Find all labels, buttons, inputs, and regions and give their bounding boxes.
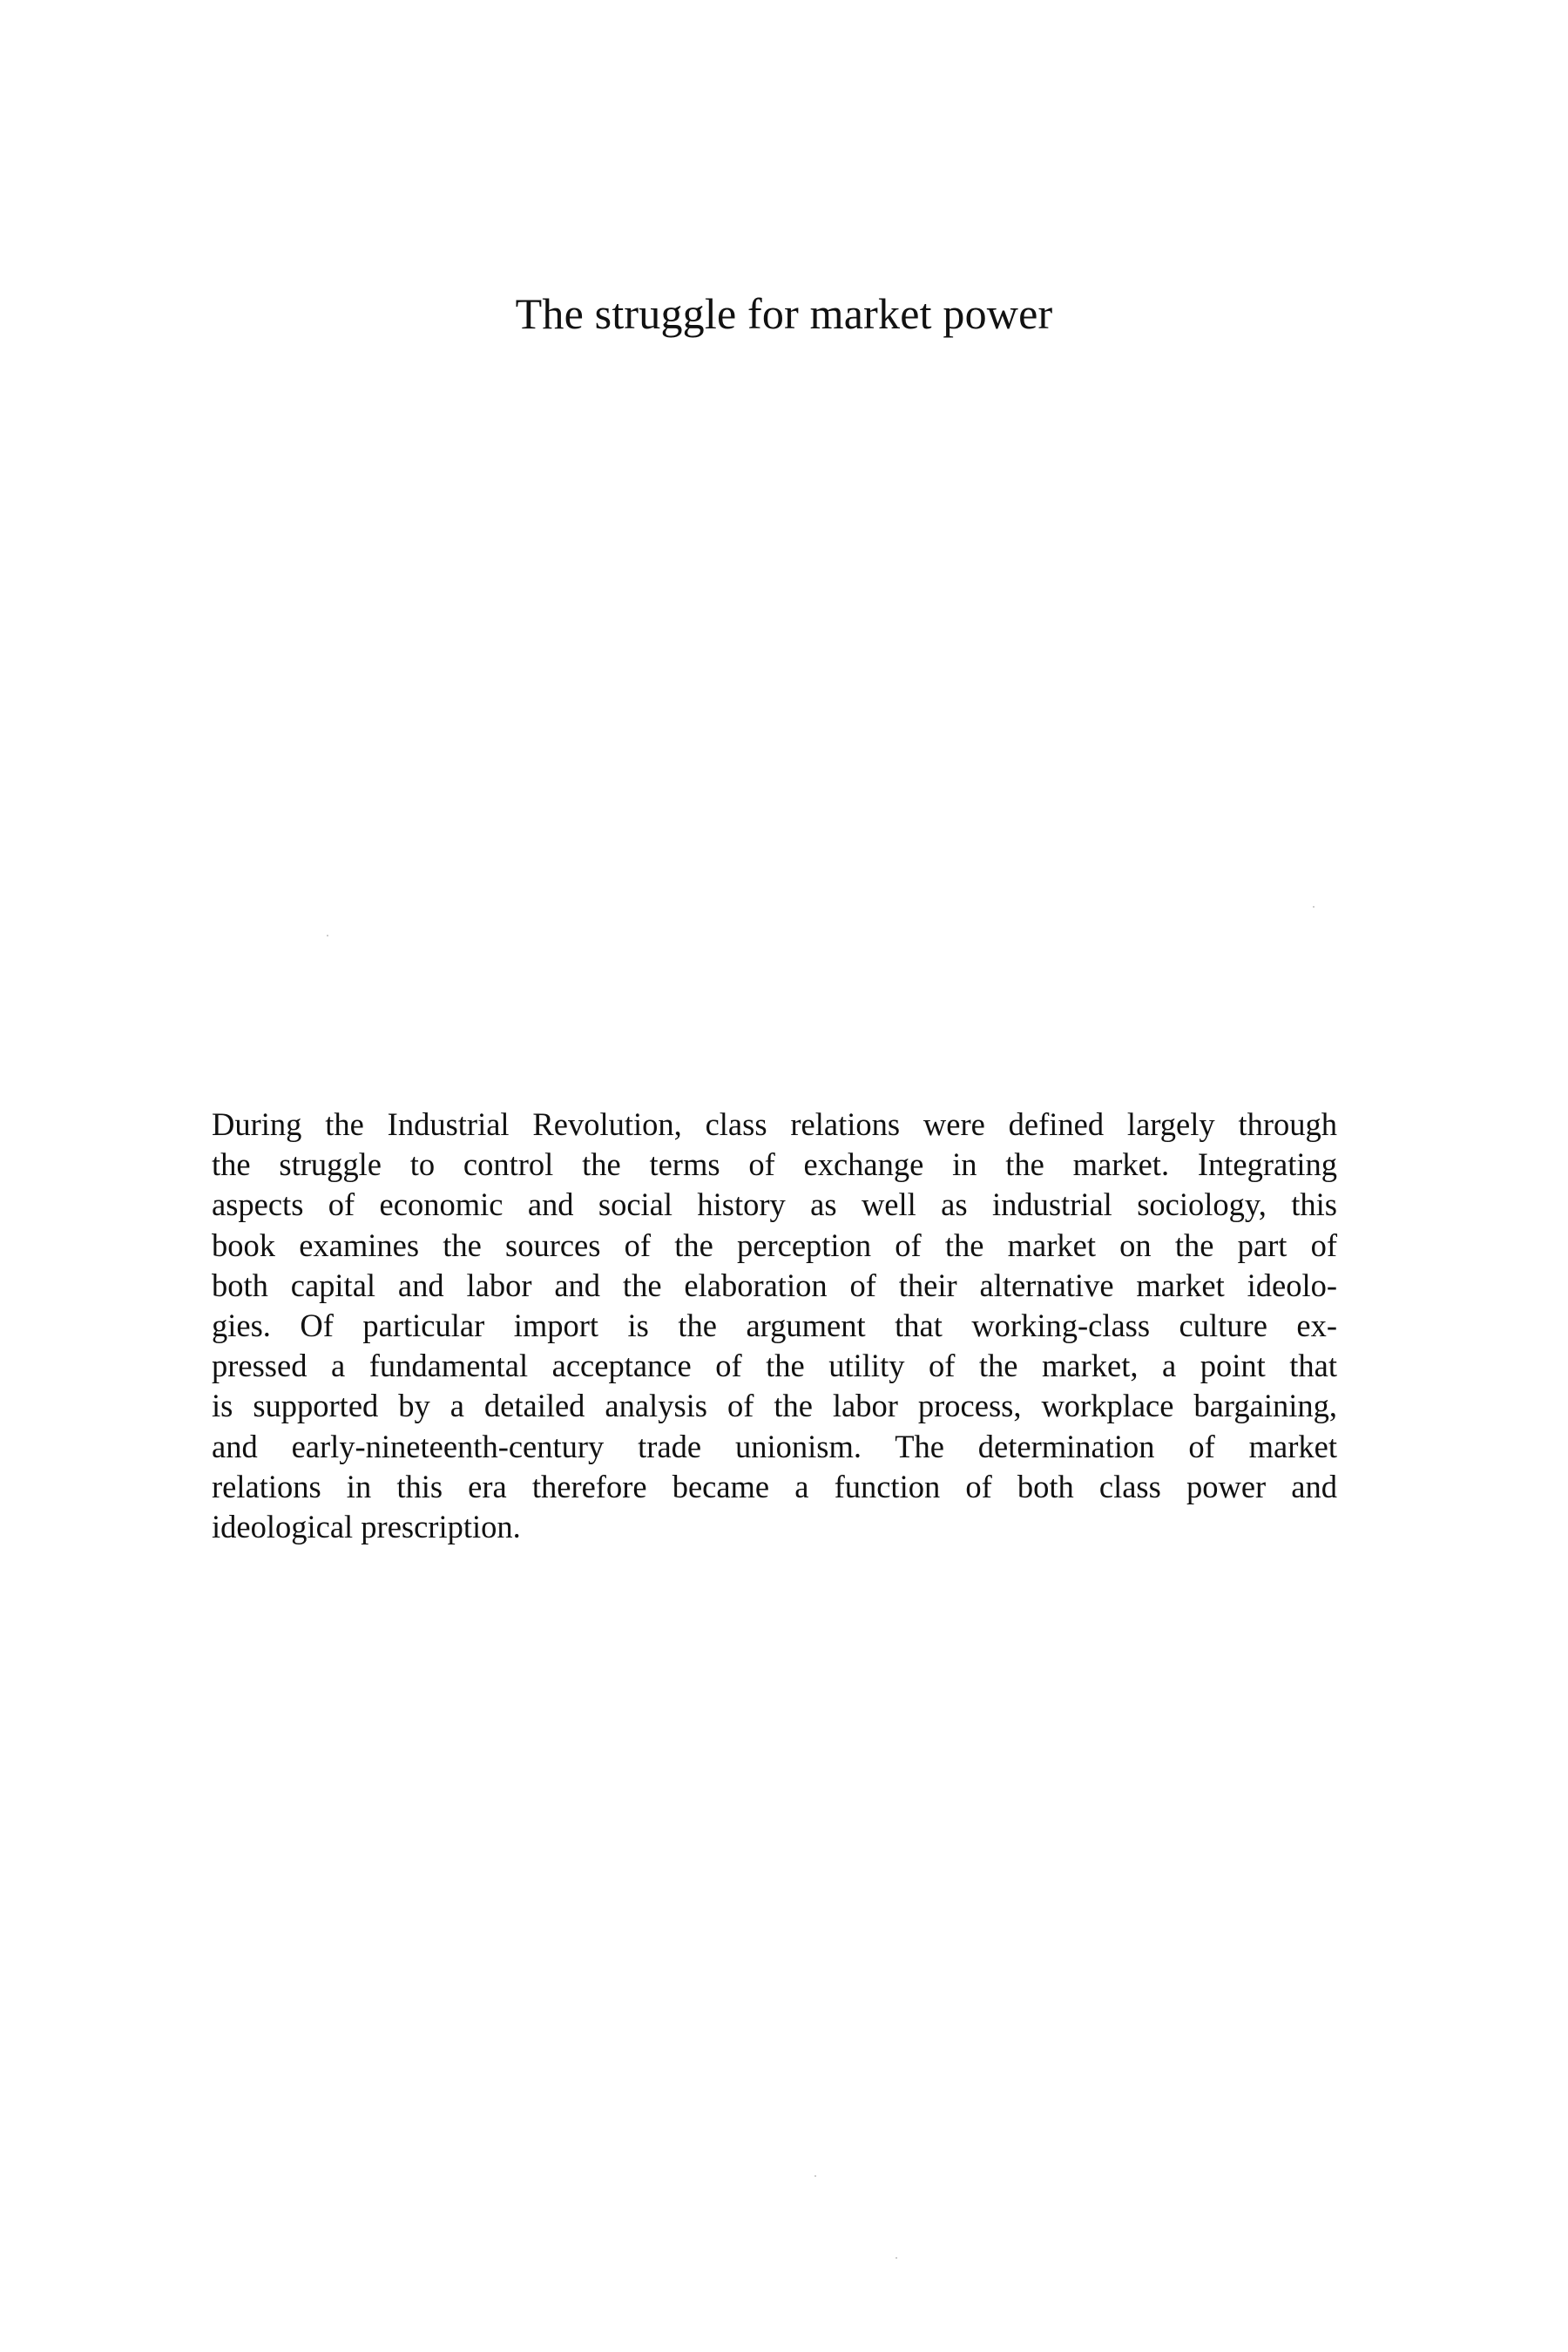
description-line: gies. Of particular import is the argument that working-class culture ex- [212,1308,1337,1344]
description-line: book examines the sources of the perception of the market on the part of [212,1227,1337,1263]
description-line: relations in this era therefore became a function of both class power and [212,1468,1337,1504]
scan-speck [1313,906,1315,908]
description-line: During the Industrial Revolution, class relations were defined largely through [212,1106,1337,1142]
description-line: aspects of economic and social history as well as industrial sociology, this [212,1186,1337,1223]
book-description [212,1105,1337,1547]
description-line: the struggle to control the terms of exchange in the market. Integrating [212,1146,1337,1183]
description-line: and early-nineteenth-century trade unionism. The determination of market [212,1428,1337,1464]
scan-speck [896,2257,897,2259]
scan-speck [814,2175,816,2177]
description-line: both capital and labor and the elaboration of their alternative market ideolo- [212,1267,1337,1303]
book-title: The struggle for market power [515,289,1053,338]
description-line: is supported by a detailed analysis of the labor process, workplace bargaining, [212,1388,1337,1424]
description-line: ideological prescription. [212,1509,521,1545]
description-line: pressed a fundamental acceptance of the utility of the market, a point that [212,1348,1337,1384]
scan-speck [327,935,328,936]
